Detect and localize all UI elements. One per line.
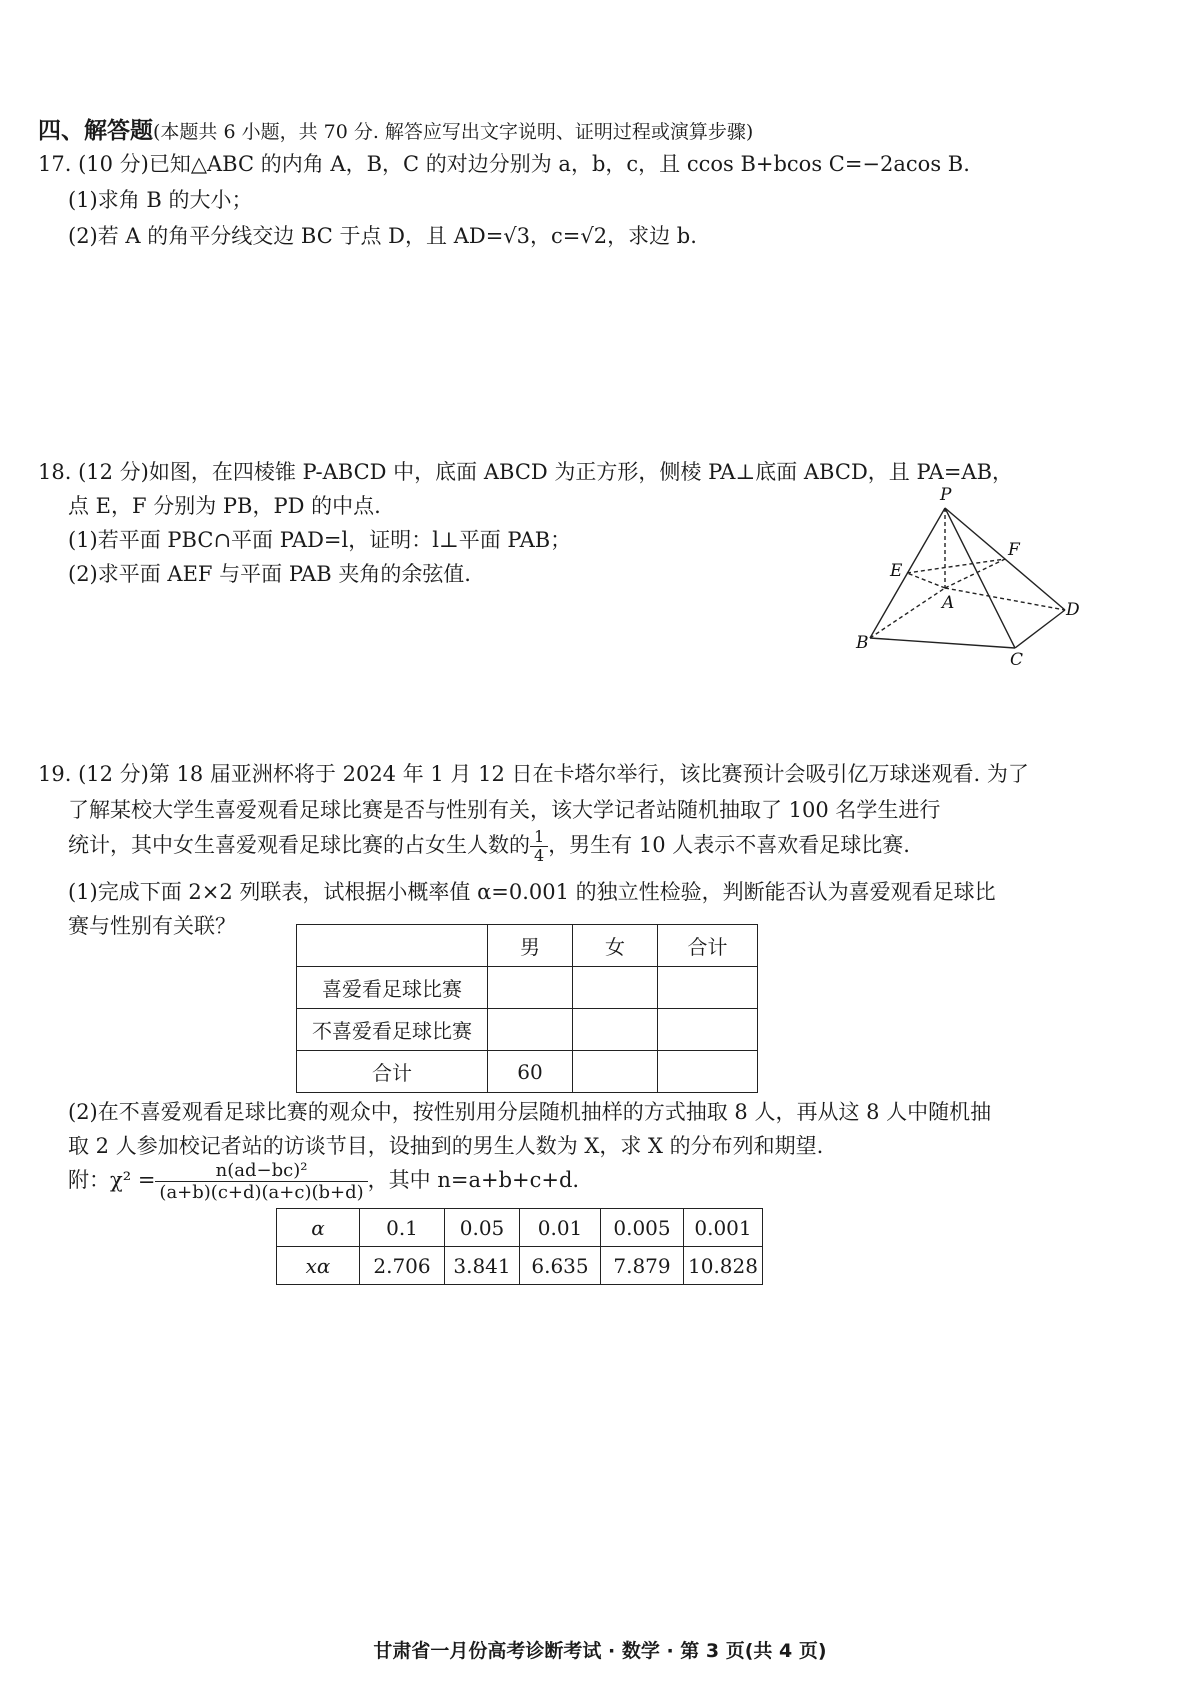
q19-stem-line2: 了解某校大学生喜爱观看足球比赛是否与性别有关，该大学记者站随机抽取了 100 名学生进行: [68, 798, 941, 822]
fraction-denominator: 4: [534, 846, 545, 865]
section-note: (本题共 6 小题，共 70 分. 解答应写出文字说明、证明过程或演算步骤): [153, 121, 754, 143]
label-C: C: [1010, 650, 1024, 670]
label-D: D: [1066, 600, 1080, 620]
label-A: A: [942, 593, 955, 613]
critical-value-table: [276, 1208, 763, 1285]
formula-suffix: ，其中 n=a+b+c+d.: [367, 1168, 580, 1192]
q18-stem-line2: 点 E，F 分别为 PB，PD 的中点.: [68, 494, 381, 518]
q19-stem: 19. (12 分)第 18 届亚洲杯将于 2024 年 1 月 12 日在卡塔尔举行，该比赛预计会吸引亿万球迷观看. 为了: [38, 762, 1029, 786]
critical-value: 2.706: [360, 1247, 445, 1285]
alpha-value: 0.001: [684, 1209, 763, 1247]
formula-fraction: [155, 1160, 367, 1203]
q17-part1: (1)求角 B 的大小；: [68, 188, 253, 212]
edge-AD: [945, 588, 1065, 610]
q19-part2: (2)在不喜爱观看足球比赛的观众中，按性别用分层随机抽样的方式抽取 8 人，再从这 8 人中随机抽: [68, 1100, 992, 1124]
alpha-value: 0.05: [445, 1209, 520, 1247]
page-footer: 甘肃省一月份高考诊断考试 · 数学 · 第 3 页(共 4 页): [373, 1640, 827, 1662]
q17-stem: 17. (10 分)已知△ABC 的内角 A，B，C 的对边分别为 a，b，c，且 ccos B+bcos C=−2acos B.: [38, 152, 970, 176]
table-cell-male-total: 60: [488, 1051, 573, 1093]
table-row-label-like: 喜爱看足球比赛: [297, 967, 488, 1009]
table-header-blank: [297, 925, 488, 967]
table-cell: [573, 1051, 658, 1093]
section-title: 四、解答题: [38, 117, 153, 144]
formula-denominator: (a+b)(c+d)(a+c)(b+d): [159, 1182, 364, 1203]
edge-CD: [1015, 610, 1065, 648]
alpha-header: α: [277, 1209, 360, 1247]
edge-PC: [945, 508, 1015, 648]
table-cell: [573, 967, 658, 1009]
q19-line3-text-after: ，男生有 10 人表示不喜欢看足球比赛.: [548, 833, 910, 857]
alpha-value: 0.01: [520, 1209, 601, 1247]
section-header: [38, 112, 753, 145]
formula-prefix: 附：χ² =: [68, 1168, 156, 1192]
q18-part1: (1)若平面 PBC∩平面 PAD=l，证明：l⊥平面 PAB；: [68, 528, 572, 552]
q19-line3-text: 统计，其中女生喜爱观看足球比赛的占女生人数的: [68, 833, 530, 857]
q19-stem-line3: [68, 822, 910, 868]
chi-square-formula: [68, 1158, 579, 1203]
alpha-value: 0.005: [601, 1209, 684, 1247]
fraction-one-quarter: [530, 828, 548, 865]
formula-numerator: n(ad−bc)²: [155, 1160, 367, 1182]
q18-part2: (2)求平面 AEF 与平面 PAB 夹角的余弦值.: [68, 562, 471, 586]
q19-part1: (1)完成下面 2×2 列联表，试根据小概率值 α=0.001 的独立性检验，判断能否认为喜爱观看足球比: [68, 880, 996, 904]
label-P: P: [940, 485, 952, 505]
table-cell: [488, 1009, 573, 1051]
table-header-female: 女: [573, 925, 658, 967]
q18-stem: 18. (12 分)如图，在四棱锥 P-ABCD 中，底面 ABCD 为正方形，侧棱 PA⊥底面 ABCD，且 PA=AB，: [38, 460, 1014, 484]
alpha-value: 0.1: [360, 1209, 445, 1247]
table-cell: [658, 1051, 758, 1093]
edge-BC: [870, 638, 1015, 648]
edge-AE: [907, 573, 945, 588]
critical-value: 10.828: [684, 1247, 763, 1285]
q19-part1-line2: 赛与性别有关联？: [68, 914, 236, 938]
critical-value: 6.635: [520, 1247, 601, 1285]
label-B: B: [856, 633, 869, 653]
edge-AF: [945, 559, 1005, 588]
table-cell: [573, 1009, 658, 1051]
label-E: E: [890, 561, 903, 581]
critical-value: 7.879: [601, 1247, 684, 1285]
table-header-total: 合计: [658, 925, 758, 967]
q17-part2: (2)若 A 的角平分线交边 BC 于点 D，且 AD=√3，c=√2，求边 b.: [68, 224, 697, 248]
critical-value: 3.841: [445, 1247, 520, 1285]
q19-part2-line2: 取 2 人参加校记者站的访谈节目，设抽到的男生人数为 X，求 X 的分布列和期望.: [68, 1134, 824, 1158]
table-row-label-dislike: 不喜爱看足球比赛: [297, 1009, 488, 1051]
table-cell: [488, 967, 573, 1009]
label-F: F: [1008, 540, 1020, 560]
fraction-numerator: 1: [530, 828, 548, 847]
edge-BA: [870, 588, 945, 638]
pyramid-figure: [856, 480, 1080, 670]
table-cell: [658, 1009, 758, 1051]
table-header-male: 男: [488, 925, 573, 967]
x-alpha-header: xα: [277, 1247, 360, 1285]
table-row-label-total: 合计: [297, 1051, 488, 1093]
contingency-table: [296, 924, 758, 1093]
table-cell: [658, 967, 758, 1009]
